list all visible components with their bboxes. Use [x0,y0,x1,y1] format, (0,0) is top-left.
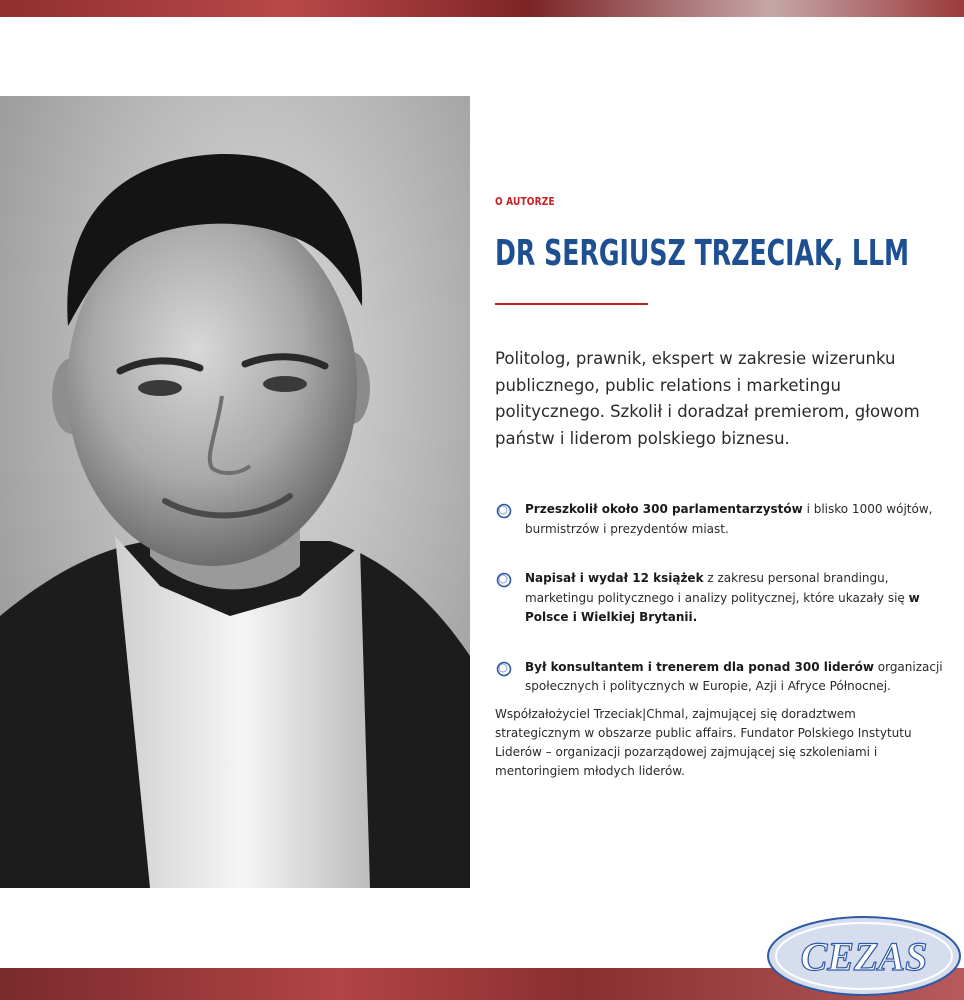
highlight-bold-end: w Polsce i Wielkiej Brytanii. [525,590,920,624]
highlight-text: z zakresu personal brandingu, marketingu politycznego i analizy politycznej, które ukazały się [525,571,909,605]
highlights-list [495,500,950,697]
highlight-item [495,658,950,697]
highlight-text: organizacji społecznych i politycznych w Europie, Azji i Afryce Północnej. [525,659,943,693]
highlight-item [495,569,950,628]
section-label: O AUTORZE [495,195,555,208]
title-divider [495,303,648,305]
closing-paragraph: Współzałożyciel Trzeciak|Chmal, zajmującej się doradztwem strategicznym w obszarze public affairs. Fundator Polskiego Instytutu Liderów – organizacji pozarządowej zajmującej się szkoleniami i mentoringiem młodych liderów. [495,707,912,778]
circle-bullet-icon [495,660,513,678]
watermark-text: CEZAS [800,934,928,979]
portrait-illustration [0,96,470,888]
highlight-text: i blisko 1000 wójtów, burmistrzów i prezydentów miast. [525,502,933,536]
top-decorative-band [0,0,964,17]
highlight-bold: Przeszkolił około 300 parlamentarzystów [525,502,803,516]
highlight-bold: Napisał i wydał 12 książek [525,571,704,585]
author-portrait-photo [0,96,470,888]
author-name-title: DR SERGIUSZ TRZECIAK, LLM [495,233,910,274]
highlight-item [495,500,950,539]
circle-bullet-icon [495,502,513,520]
highlight-bold: Był konsultantem i trenerem dla ponad 300 liderów [525,659,874,674]
author-intro-paragraph: Politolog, prawnik, ekspert w zakresie wizerunku publicznego, public relations i marketingu politycznego. Szkolił i doradzał premierom, głowom państw i liderom polskiego biznesu. [495,349,920,448]
cezas-watermark-logo [766,915,962,997]
circle-bullet-icon [495,571,513,589]
